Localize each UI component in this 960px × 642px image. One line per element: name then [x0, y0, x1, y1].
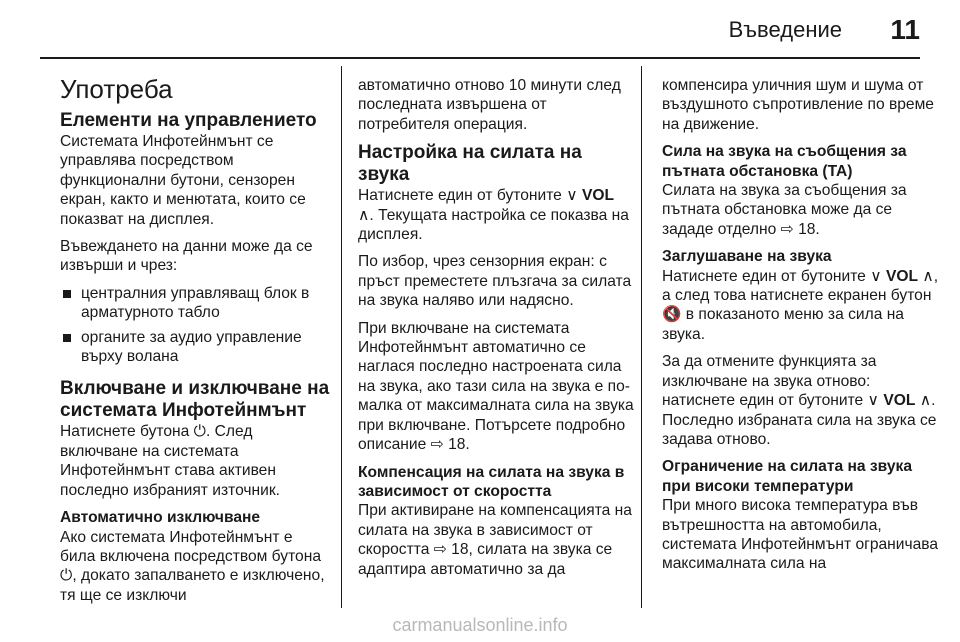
power-icon: ⏻: [193, 422, 206, 441]
heading-speed-compensation: Компенсация на силата на звука в зависимост от скоростта: [358, 463, 625, 500]
list-item: органите за аудио управление върху волана: [60, 328, 330, 367]
paragraph: автоматично отново 10 минути след последната извършена от потребителя операция.: [358, 77, 621, 133]
heading-temperature-limit: Ограничение на силата на звука при високи температури: [662, 458, 912, 495]
volume-up-icon: ∧: [922, 266, 934, 285]
section-heading-usage: Употреба: [60, 74, 173, 104]
paragraph: При включване на системата Инфотейнмънт автоматично се наглася последно настроената сила на звука, ако тази сила на звука е по-малка от максималната сила на звука при включване. Потърсете подробно описание ⇨ 18.: [358, 319, 634, 454]
vol-label: VOL: [885, 267, 919, 285]
paragraph: Ако системата Инфотейнмънт е била включена посредством бутона ⏻, докато запалването е изключено, тя ще се изключи: [60, 528, 325, 604]
bullet-list: [60, 284, 330, 367]
heading-ta-volume: Сила на звука на съобщения за пътната обстановка (TA): [662, 143, 907, 180]
reference-arrow-icon: ⇨: [433, 540, 447, 559]
column-divider: [341, 66, 342, 608]
paragraph: Натиснете един от бутоните ∨ VOL ∧, а след това натиснете екранен бутон 🔇 в показаното меню за сила на звука.: [662, 266, 939, 343]
paragraph: По избор, чрез сензорния екран: с пръст преместете плъзгача за силата на звука наляво или надясно.: [358, 253, 632, 310]
heading-volume: Настройка на силата на звука: [358, 142, 582, 186]
paragraph: Въвеждането на данни може да се извърши и чрез:: [60, 238, 313, 275]
column-2: [358, 66, 634, 587]
list-item: централния управляващ блок в арматурното табло: [60, 284, 330, 323]
column-3: [662, 66, 940, 582]
paragraph: При много висока температура във вътрешността на автомобила, системата Инфотейнмънт ограничава максималната сила на: [662, 497, 939, 573]
volume-down-icon: ∨: [566, 186, 578, 205]
volume-up-icon: ∧: [358, 205, 370, 224]
paragraph: Системата Инфотейнмънт се управлява посредством функционални бутони, сензорен екран, както и менютата, които се показват на дисплея.: [60, 133, 306, 228]
header-title: Въведение: [728, 17, 842, 42]
bullet-square-icon: [63, 290, 71, 298]
paragraph: Натиснете един от бутоните ∨ VOL ∧. Текущата настройка се показва на дисплея.: [358, 186, 629, 244]
reference-arrow-icon: ⇨: [430, 435, 444, 454]
vol-label: VOL: [883, 392, 916, 410]
heading-on-off: Включване и изключване на системата Инфотейнмънт: [60, 378, 330, 422]
header-rule: [40, 57, 920, 59]
paragraph: компенсира уличния шум и шума от въздушното съпротивление по време на движение.: [662, 77, 934, 133]
page-number: 11: [890, 14, 920, 45]
page-reference-link[interactable]: 18.: [798, 220, 820, 238]
volume-down-icon: ∨: [870, 266, 882, 285]
reference-arrow-icon: ⇨: [780, 219, 794, 238]
watermark: carmanualsonline.info: [392, 615, 568, 635]
volume-down-icon: ∨: [867, 391, 879, 410]
paragraph: При активиране на компенсацията на силата на звука в зависимост от скоростта ⇨ 18, силата на звука се адаптира автоматично за да: [358, 502, 632, 578]
heading-auto-off: Автоматично изключване: [60, 509, 261, 527]
volume-up-icon: ∧: [919, 391, 932, 410]
vol-label: VOL: [581, 187, 615, 205]
paragraph: Силата на звука за съобщения за пътната обстановка може да се зададе отделно ⇨ 18.: [662, 182, 907, 238]
column-divider: [641, 66, 642, 608]
column-1: [60, 66, 330, 613]
mute-icon: 🔇: [662, 305, 682, 324]
heading-mute: Заглушаване на звука: [662, 248, 832, 266]
page-reference-link[interactable]: 18.: [448, 436, 470, 454]
heading-controls: Елементи на управлението: [60, 110, 317, 131]
paragraph: Натиснете бутона ⏻. След включване на системата Инфотейнмънт става активен последно избраният източник.: [60, 422, 281, 499]
page-reference-link[interactable]: 18: [451, 541, 469, 559]
paragraph: За да отмените функцията за изключване на звука отново: натиснете един от бутоните ∨ VOL ∧. Последно избраната сила на звука се задава отново.: [662, 353, 937, 448]
bullet-square-icon: [63, 334, 71, 342]
power-icon: ⏻: [60, 566, 73, 585]
